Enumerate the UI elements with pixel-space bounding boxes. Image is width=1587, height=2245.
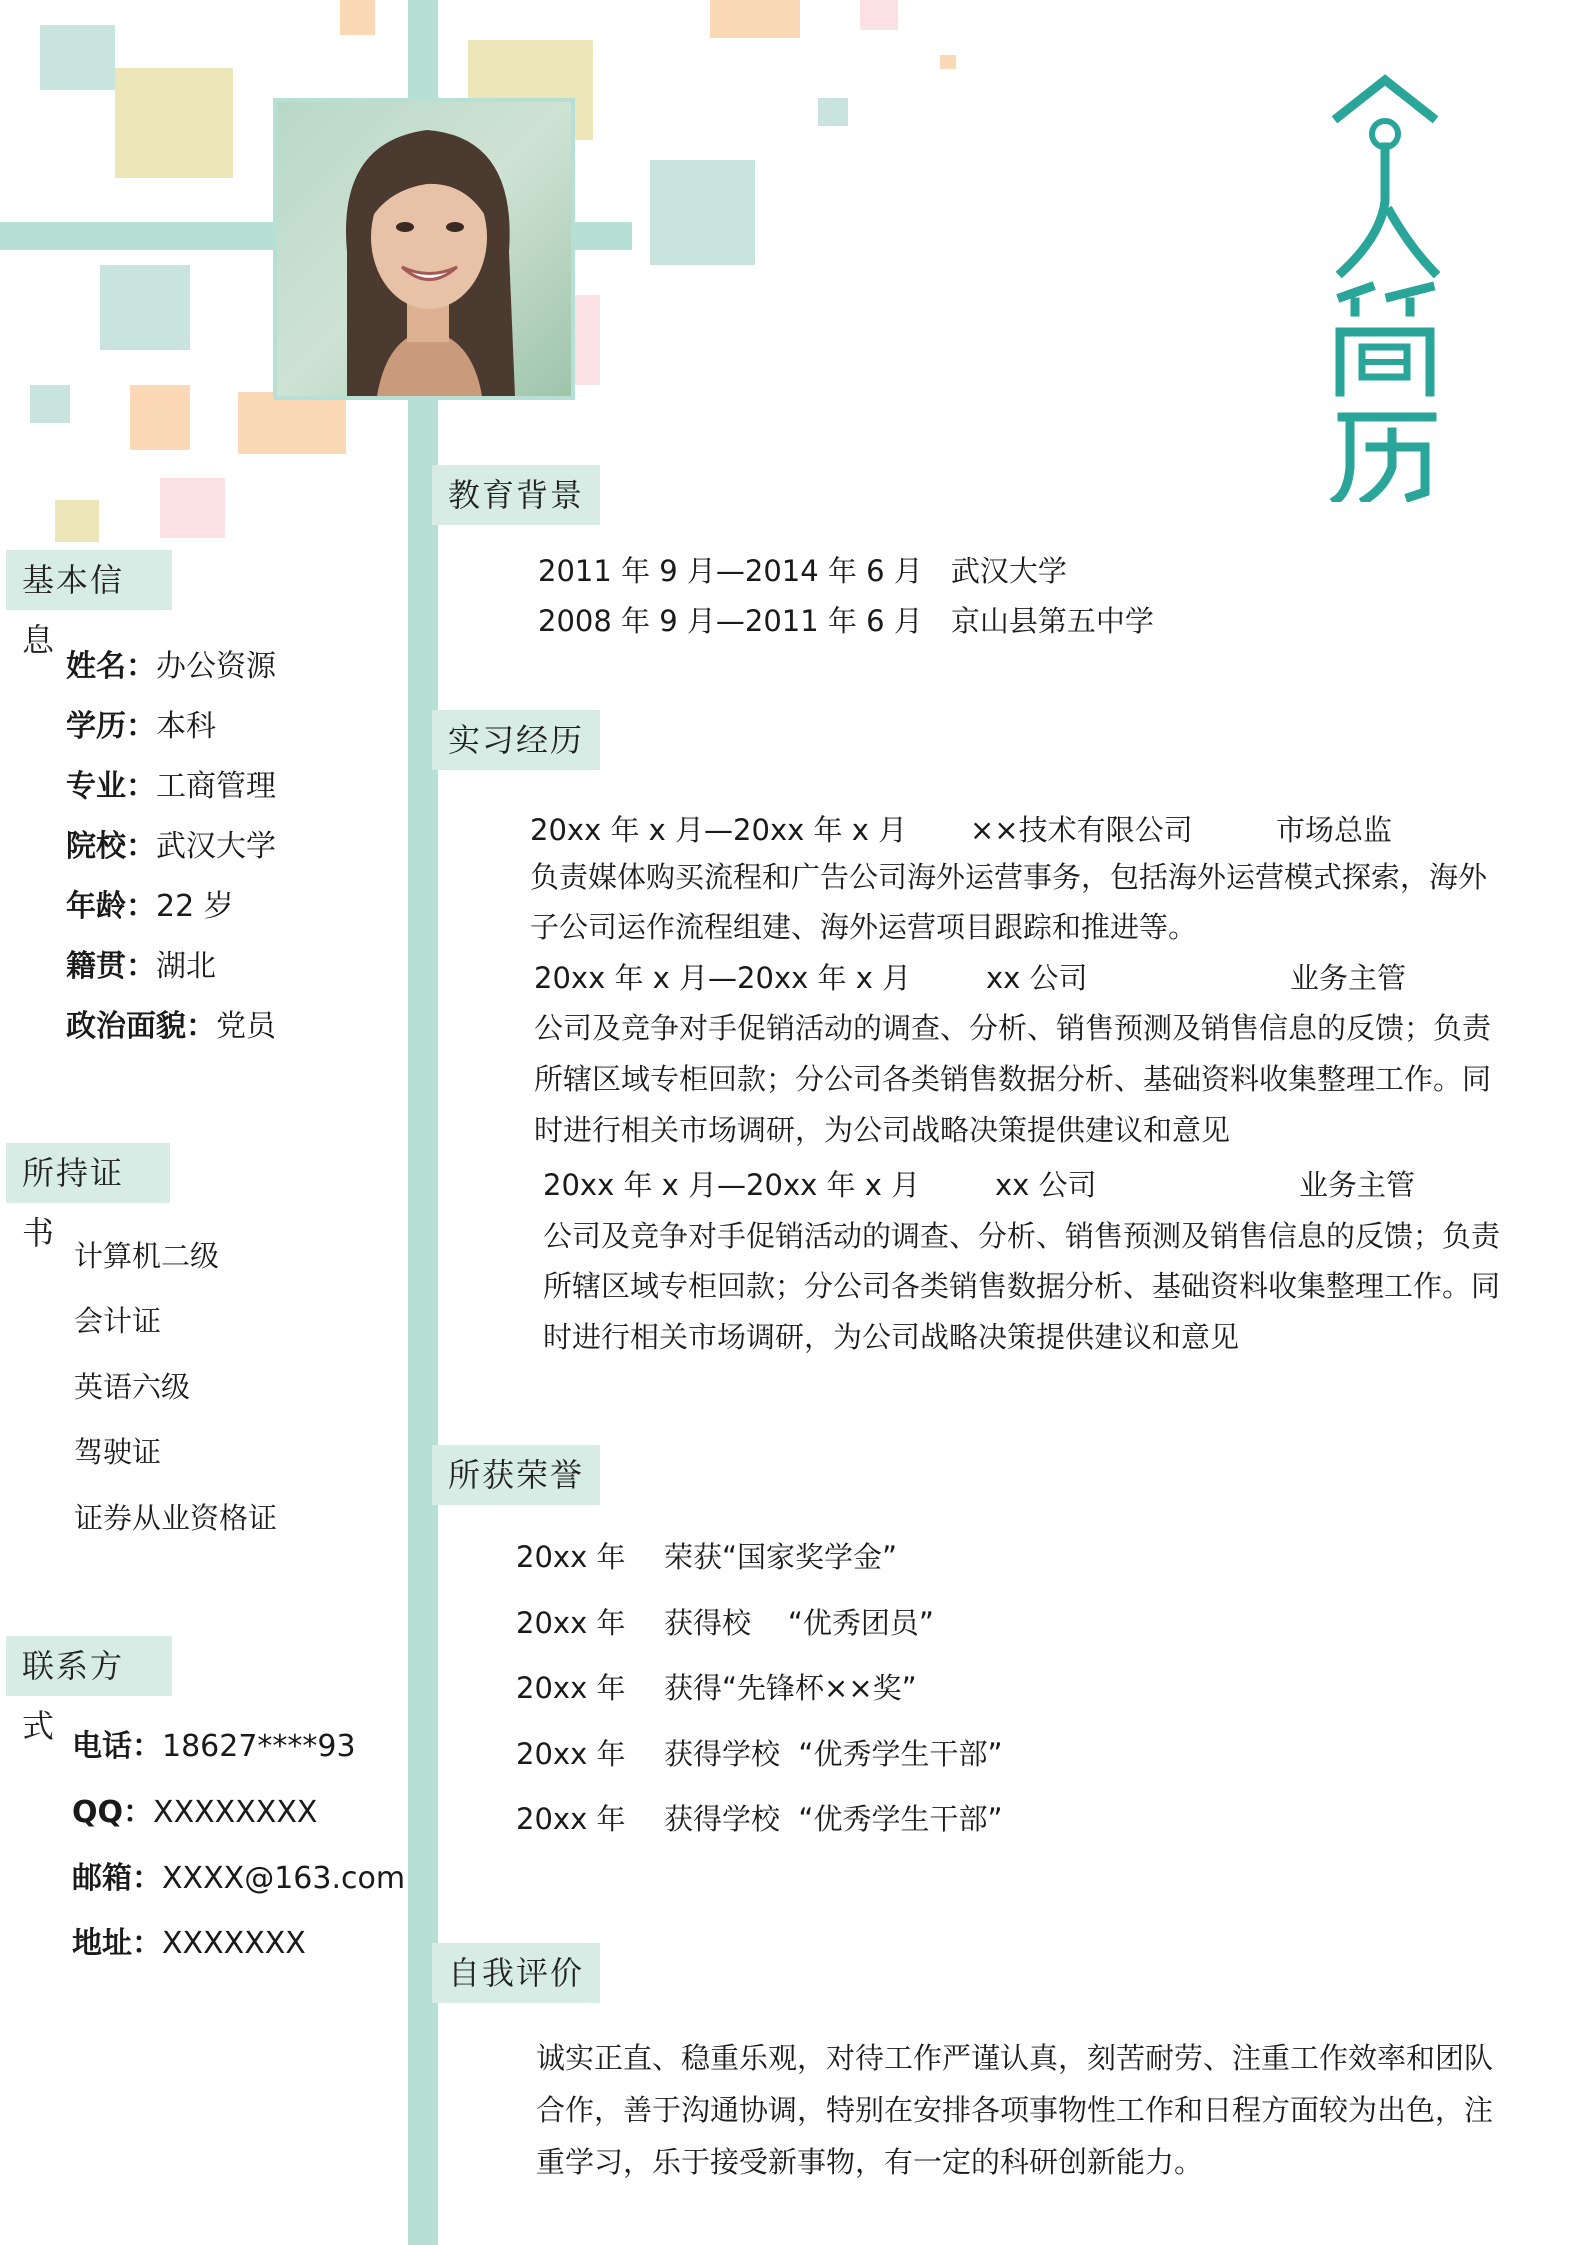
decor-square <box>30 385 70 423</box>
section-label-contact: 联系方式 <box>6 1636 172 1696</box>
cert-item: 证券从业资格证 <box>74 1501 278 1535</box>
job-desc: 子公司运作流程组建、海外运营项目跟踪和推进等。 <box>530 910 1198 944</box>
decor-square <box>710 0 800 38</box>
decor-square <box>160 478 225 538</box>
decor-square <box>940 55 956 69</box>
basic-row: 籍贯：湖北 <box>66 949 216 984</box>
job-desc: 时进行相关市场调研，为公司战略决策提供建议和意见 <box>543 1320 1240 1354</box>
contact-row: 地址：XXXXXXX <box>72 1926 306 1961</box>
honor-row: 20xx 年 获得“先锋杯××奖” <box>516 1671 917 1705</box>
job-header: 20xx 年 x 月—20xx 年 x 月 xx 公司 业务主管 <box>543 1168 1416 1202</box>
section-label-self: 自我评价 <box>432 1943 600 2003</box>
honor-row: 20xx 年 荣获“国家奖学金” <box>516 1540 898 1574</box>
section-label-internship: 实习经历 <box>432 710 600 770</box>
cert-item: 驾驶证 <box>74 1435 162 1469</box>
job-header: 20xx 年 x 月—20xx 年 x 月 ××技术有限公司 市场总监 <box>530 813 1393 847</box>
job-desc: 公司及竞争对手促销活动的调查、分析、销售预测及销售信息的反馈；负责 <box>534 1011 1492 1045</box>
resume-title-vertical <box>1330 72 1440 502</box>
basic-row: 学历：本科 <box>66 709 216 744</box>
decor-square <box>130 385 190 450</box>
honor-row: 20xx 年 获得校 “优秀团员” <box>516 1606 934 1640</box>
honor-row: 20xx 年 获得学校 “优秀学生干部” <box>516 1802 1003 1836</box>
job-desc: 时进行相关市场调研，为公司战略决策提供建议和意见 <box>534 1113 1231 1147</box>
decor-square <box>115 68 233 178</box>
section-label-certs: 所持证书 <box>6 1143 170 1203</box>
decor-square <box>238 392 346 454</box>
honor-row: 20xx 年 获得学校 “优秀学生干部” <box>516 1737 1003 1771</box>
decor-square <box>575 295 600 385</box>
education-row: 2008 年 9 月—2011 年 6 月 京山县第五中学 <box>538 604 1154 638</box>
contact-row: QQ：XXXXXXXX <box>72 1795 318 1830</box>
job-desc: 负责媒体购买流程和广告公司海外运营事务，包括海外运营模式探索，海外 <box>530 860 1488 894</box>
decor-square <box>860 0 898 30</box>
cert-item: 英语六级 <box>74 1370 191 1404</box>
decor-square <box>55 500 99 542</box>
education-row: 2011 年 9 月—2014 年 6 月 武汉大学 <box>538 554 1067 588</box>
decor-square <box>818 98 848 126</box>
basic-row: 政治面貌：党员 <box>66 1009 276 1044</box>
decor-square <box>40 25 115 90</box>
job-header: 20xx 年 x 月—20xx 年 x 月 xx 公司 业务主管 <box>534 961 1407 995</box>
decor-square <box>650 160 755 265</box>
section-label-honors: 所获荣誉 <box>432 1445 600 1505</box>
decor-square <box>340 0 375 35</box>
job-desc: 所辖区域专柜回款；分公司各类销售数据分析、基础资料收集整理工作。同 <box>534 1062 1492 1096</box>
profile-photo <box>273 98 575 400</box>
section-label-basic: 基本信息 <box>6 550 172 610</box>
job-desc: 公司及竞争对手促销活动的调查、分析、销售预测及销售信息的反馈；负责 <box>543 1219 1501 1253</box>
basic-row: 院校：武汉大学 <box>66 829 276 864</box>
job-desc: 所辖区域专柜回款；分公司各类销售数据分析、基础资料收集整理工作。同 <box>543 1269 1501 1303</box>
basic-row: 年龄：22 岁 <box>66 889 234 924</box>
self-eval-line: 诚实正直、稳重乐观，对待工作严谨认真，刻苦耐劳、注重工作效率和团队 <box>536 2041 1494 2075</box>
self-eval-line: 重学习，乐于接受新事物，有一定的科研创新能力。 <box>536 2145 1204 2179</box>
contact-row: 邮箱：XXXX@163.com <box>72 1861 406 1896</box>
basic-row: 专业：工商管理 <box>66 769 276 804</box>
decor-square <box>100 265 190 350</box>
cert-item: 会计证 <box>74 1304 162 1338</box>
cert-item: 计算机二级 <box>74 1239 220 1273</box>
section-label-education: 教育背景 <box>432 465 600 525</box>
self-eval-line: 合作，善于沟通协调，特别在安排各项事物性工作和日程方面较为出色，注 <box>536 2093 1494 2127</box>
contact-row: 电话：18627****93 <box>72 1729 356 1764</box>
basic-row: 姓名：办公资源 <box>66 649 276 684</box>
